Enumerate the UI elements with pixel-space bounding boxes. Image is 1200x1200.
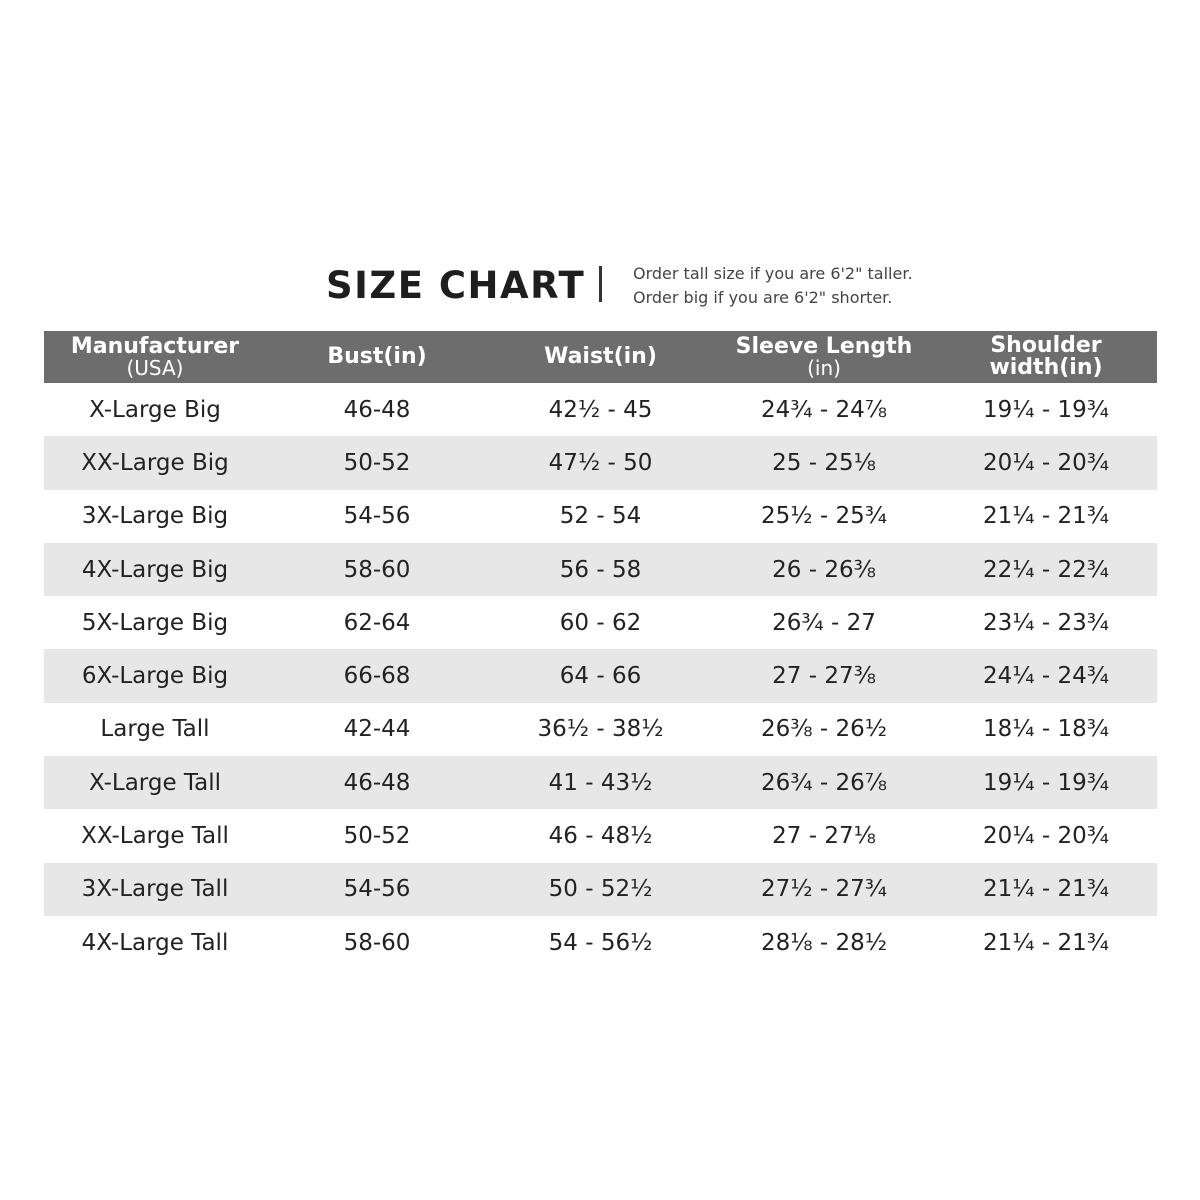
cell-shoulder: 22¼ - 22¾	[982, 556, 1110, 583]
cell-size: XX-Large Big	[81, 449, 229, 476]
table-row	[44, 490, 1157, 543]
cell-waist: 46 - 48½	[548, 823, 653, 850]
cell-shoulder: 21¼ - 21¾	[982, 929, 1110, 956]
cell-shoulder: 20¼ - 20¾	[982, 823, 1110, 850]
header-shoulder-width	[935, 331, 1157, 383]
cell-bust: 50-52	[343, 823, 411, 850]
cell-sleeve: 25 - 25⅛	[772, 449, 876, 476]
cell-bust: 66-68	[343, 663, 411, 690]
table-row	[44, 916, 1157, 969]
page-title: SIZE CHART	[326, 264, 586, 307]
table-row	[44, 383, 1157, 436]
cell-shoulder: 19¼ - 19¾	[982, 396, 1110, 423]
cell-shoulder: 24¼ - 24¾	[982, 663, 1110, 690]
size-table	[44, 331, 1157, 969]
cell-sleeve: 26 - 26⅜	[772, 556, 876, 583]
cell-size: 4X-Large Big	[81, 556, 229, 583]
table-row	[44, 863, 1157, 916]
header-bust	[266, 331, 488, 383]
size-note	[633, 262, 913, 310]
cell-sleeve: 27½ - 27¾	[760, 876, 888, 903]
cell-size: 3X-Large Tall	[81, 876, 229, 903]
header-sublabel: width(in)	[989, 355, 1103, 380]
cell-sleeve: 26¾ - 27	[772, 609, 876, 636]
cell-size: 5X-Large Big	[81, 609, 229, 636]
table-row	[44, 543, 1157, 596]
cell-bust: 58-60	[343, 929, 411, 956]
cell-waist: 56 - 58	[559, 556, 642, 583]
cell-bust: 50-52	[343, 449, 411, 476]
cell-shoulder: 21¼ - 21¾	[982, 503, 1110, 530]
cell-size: 4X-Large Tall	[81, 929, 229, 956]
cell-waist: 50 - 52½	[548, 876, 653, 903]
cell-sleeve: 27 - 27⅛	[772, 823, 876, 850]
cell-sleeve: 27 - 27⅜	[772, 663, 876, 690]
cell-sleeve: 28⅛ - 28½	[760, 929, 888, 956]
table-row	[44, 809, 1157, 862]
cell-size: X-Large Big	[89, 396, 221, 423]
cell-size: 6X-Large Big	[81, 663, 229, 690]
header-label: Shoulder	[990, 333, 1102, 358]
header-waist	[488, 331, 713, 383]
table-row	[44, 703, 1157, 756]
header-sublabel: (in)	[807, 356, 841, 380]
cell-waist: 54 - 56½	[548, 929, 653, 956]
cell-size: XX-Large Tall	[81, 823, 229, 850]
header-manufacturer	[44, 331, 266, 383]
cell-bust: 46-48	[343, 396, 411, 423]
cell-bust: 46-48	[343, 769, 411, 796]
title-block	[0, 258, 1200, 314]
cell-waist: 36½ - 38½	[537, 716, 664, 743]
size-note-tall: Order tall size if you are 6'2" taller.	[633, 264, 913, 283]
cell-waist: 60 - 62	[559, 609, 642, 636]
size-note-big: Order big if you are 6'2" shorter.	[633, 288, 893, 307]
header-sleeve-length	[713, 331, 935, 383]
cell-size: 3X-Large Big	[81, 503, 229, 530]
cell-waist: 42½ - 45	[548, 396, 653, 423]
table-header	[44, 331, 1157, 383]
header-sublabel: (USA)	[126, 356, 184, 380]
cell-waist: 52 - 54	[559, 503, 642, 530]
cell-waist: 41 - 43½	[548, 769, 653, 796]
header-label: Sleeve Length	[735, 334, 913, 359]
table-row	[44, 436, 1157, 489]
cell-sleeve: 24¾ - 24⅞	[760, 396, 888, 423]
cell-waist: 47½ - 50	[548, 449, 653, 476]
cell-shoulder: 23¼ - 23¾	[982, 609, 1110, 636]
cell-size: Large Tall	[100, 716, 210, 743]
cell-sleeve: 26⅜ - 26½	[760, 716, 888, 743]
cell-sleeve: 26¾ - 26⅞	[760, 769, 888, 796]
cell-bust: 42-44	[343, 716, 411, 743]
table-row	[44, 596, 1157, 649]
cell-shoulder: 20¼ - 20¾	[982, 449, 1110, 476]
cell-bust: 54-56	[343, 876, 411, 903]
cell-size: X-Large Tall	[88, 769, 222, 796]
cell-bust: 58-60	[343, 556, 411, 583]
cell-sleeve: 25½ - 25¾	[760, 503, 888, 530]
cell-shoulder: 21¼ - 21¾	[982, 876, 1110, 903]
table-row	[44, 756, 1157, 809]
cell-bust: 54-56	[343, 503, 411, 530]
cell-shoulder: 18¼ - 18¾	[982, 716, 1110, 743]
cell-shoulder: 19¼ - 19¾	[982, 769, 1110, 796]
title-divider	[599, 266, 602, 302]
header-label: Waist(in)	[544, 344, 657, 369]
cell-bust: 62-64	[343, 609, 411, 636]
header-label: Manufacturer	[70, 334, 240, 359]
header-label: Bust(in)	[327, 344, 427, 369]
table-row	[44, 649, 1157, 702]
cell-waist: 64 - 66	[559, 663, 642, 690]
